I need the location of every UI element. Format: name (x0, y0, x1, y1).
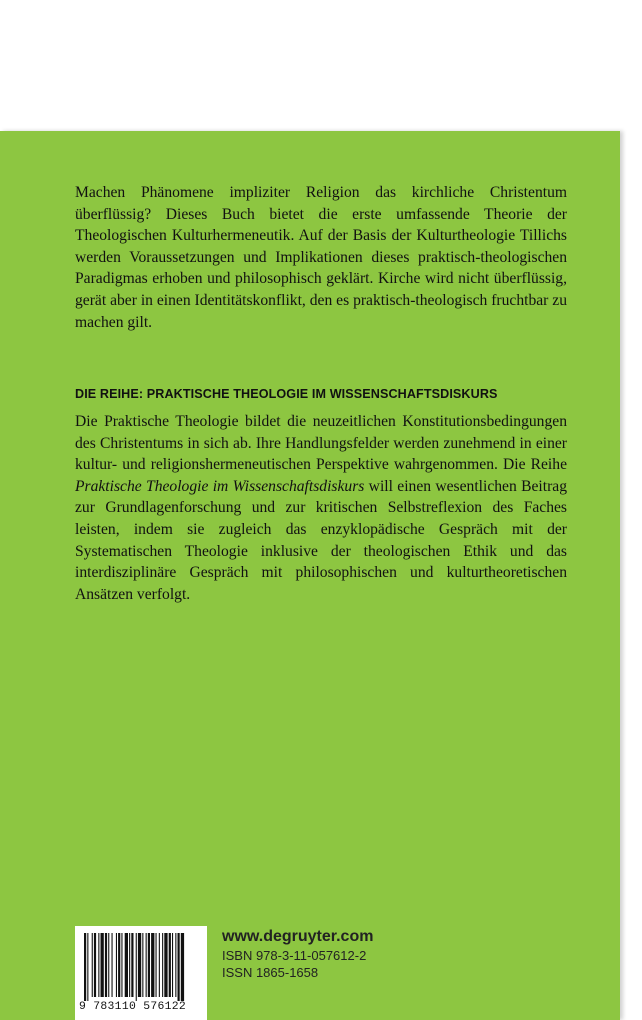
barcode-bars (84, 933, 198, 1001)
barcode-bar (118, 933, 120, 997)
barcode-bar (156, 933, 157, 997)
barcode-bar (129, 933, 130, 997)
barcode-bar (138, 933, 141, 997)
barcode-bar (164, 933, 167, 997)
barcode-bar (94, 933, 96, 997)
series-text-before: Die Praktische Theologie bildet die neuzeitlichen Konstitutionsbedingungen des Christentums in sich ab. Ihre Handlungsfelder werden zunehmend in einer kultur- und religionshermeneutischen Perspektive wahrgenommen. Die Reihe (75, 413, 567, 474)
publisher-info (222, 927, 522, 981)
barcode-bar (84, 933, 86, 1001)
series-description (75, 411, 567, 605)
barcode (75, 926, 207, 1020)
barcode-bar (131, 933, 133, 997)
barcode-bar (125, 933, 128, 997)
series-title-italic: Praktische Theologie im Wissenschaftsdiskurs (75, 477, 365, 495)
barcode-bar (172, 933, 173, 997)
barcode-bar (175, 933, 176, 997)
barcode-bar (98, 933, 99, 997)
issn: ISSN 1865-1658 (222, 965, 319, 980)
barcode-bar (87, 933, 88, 1001)
barcode-bar (105, 933, 107, 997)
barcode-bar (159, 933, 160, 997)
barcode-bar (108, 933, 109, 997)
blurb-paragraph: Machen Phänomene impliziter Religion das kirchliche Christentum überflüssig? Dieses Buch bietet die erste umfassende Theorie der Theologischen Kulturhermeneutik. Auf der Basis der Kulturtheologie Tillichs werden Voraussetzungen und Implikationen dieses praktisch-theologischen Paradigmas erhoben und philosophisch geklärt. Kirche wird nicht überflüssig, gerät aber in einen Identitätskonflikt, den es praktisch-theologisch fruchtbar zu machen gilt. (75, 184, 567, 331)
barcode-bar (116, 933, 117, 997)
barcode-bar (112, 933, 113, 997)
barcode-bar (92, 933, 93, 997)
barcode-bar (181, 933, 184, 1001)
barcode-bar (148, 933, 150, 997)
series-heading: DIE REIHE: PRAKTISCHE THEOLOGIE IM WISSENSCHAFTSDISKURS (75, 387, 498, 401)
publisher-website: www.degruyter.com (222, 928, 374, 945)
barcode-digits: 9 783110 576122 (79, 1001, 187, 1013)
barcode-bar (169, 933, 171, 997)
barcode-bar (121, 933, 122, 997)
barcode-bar (101, 933, 104, 997)
isbn: ISBN 978-3-11-057612-2 (222, 948, 367, 963)
series-text-after: will einen wesentlichen Beitrag zur Grundlagenforschung und zur kritischen Selbstreflexion des Faches leisten, indem sie zugleich das enzyklopädische Gespräch mit der Systematischen Theologie inklusive der theologischen Ethik und das interdisziplinäre Gespräch mit philosophischen und kulturtheoretischen Ansätzen verfolgt. (75, 477, 568, 603)
barcode-bar (162, 933, 163, 997)
barcode-bar (136, 933, 137, 1001)
barcode-bar (178, 933, 180, 1001)
barcode-bar (151, 933, 154, 997)
barcode-bar (146, 933, 147, 997)
barcode-bar (142, 933, 143, 997)
